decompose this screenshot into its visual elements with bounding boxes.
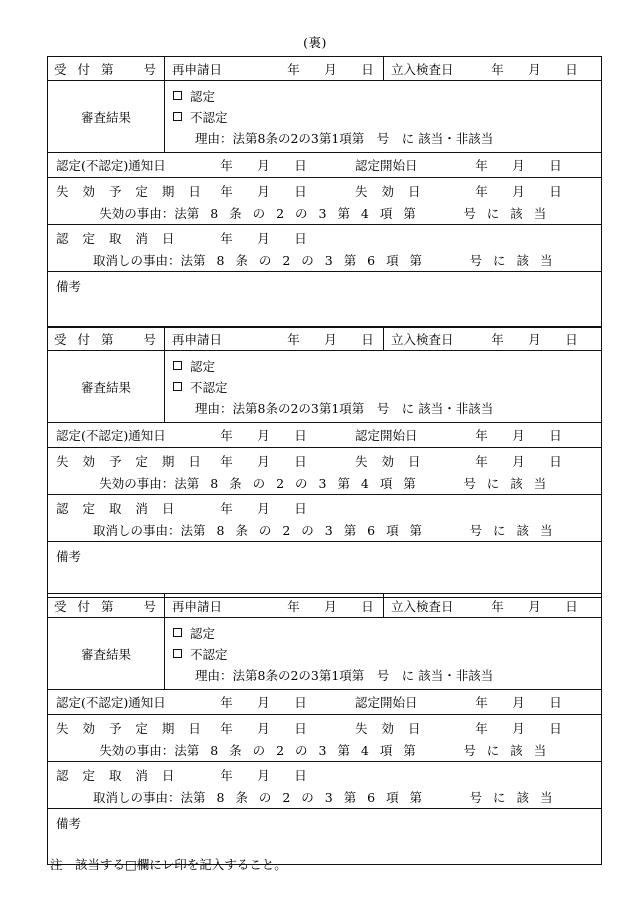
page-side-label: (裏) <box>303 35 327 50</box>
row-expiry <box>48 448 601 495</box>
row-cancellation <box>48 762 601 809</box>
expiry-date-label: 失 効 日 <box>355 721 426 736</box>
checkbox-row-rejected[interactable] <box>173 643 601 664</box>
checkbox-row-rejected[interactable] <box>173 376 601 397</box>
row-expiry <box>48 178 601 225</box>
checkbox-rejected-label: 不認定 <box>190 109 228 125</box>
date-marker-day: 日 <box>294 695 307 710</box>
row-cancellation <box>48 495 601 542</box>
checkbox-rejected-icon[interactable] <box>173 112 182 121</box>
date-marker-year: 年 <box>220 428 233 443</box>
examination-result-label: 審査結果 <box>48 351 165 422</box>
expiry-scheduled-ymd <box>208 452 319 470</box>
expiry-scheduled-ymd <box>208 182 319 200</box>
receipt-suffix-label: 号 <box>143 331 156 347</box>
cancellation-reason-body: 第 8 条 の 2 の 3 第 6 項 第 <box>193 523 426 538</box>
expiry-reason-line <box>48 474 601 492</box>
date-marker-day: 日 <box>361 61 374 77</box>
inspection-date-label: 立入検査日 <box>391 61 454 77</box>
receipt-prefix-label: 受 付 第 <box>54 61 117 77</box>
start-date-label: 認定開始日 <box>355 158 418 173</box>
remarks-label: 備考 <box>56 549 82 564</box>
row-notification-date <box>48 153 601 178</box>
expiry-reason-head: 失効の事由：法 <box>99 743 187 758</box>
start-date-ymd <box>463 426 574 444</box>
expiry-scheduled-label: 失 効 予 定 期 日 <box>56 454 206 469</box>
start-date-label: 認定開始日 <box>355 695 418 710</box>
date-marker-day: 日 <box>549 695 562 710</box>
checkbox-rejected-label: 不認定 <box>190 646 228 662</box>
checkbox-approved-label: 認定 <box>190 625 216 641</box>
expiry-date-ymd <box>463 182 574 200</box>
cancellation-date-ymd <box>208 229 319 247</box>
receipt-prefix-label: 受 付 第 <box>54 331 117 347</box>
cancellation-reason-head: 取消しの事由：法 <box>93 253 194 268</box>
date-marker-month: 月 <box>512 158 525 173</box>
row-cancellation <box>48 225 601 272</box>
date-marker-year: 年 <box>220 695 233 710</box>
date-marker-year: 年 <box>220 158 233 173</box>
date-marker-month: 月 <box>257 158 270 173</box>
checkbox-row-approved[interactable] <box>173 85 601 106</box>
rejection-reason-line: 理由：法第8条の2の3第1項第 号 に 該当・非該当 <box>195 401 494 416</box>
row-receipt <box>48 57 601 81</box>
cancellation-date-label: 認 定 取 消 日 <box>56 231 180 246</box>
row-examination-result <box>48 81 601 153</box>
date-marker-year: 年 <box>220 768 233 783</box>
notification-date-label: 認定(不認定)通知日 <box>56 428 166 443</box>
form-block <box>47 326 602 598</box>
reapply-date-ymd <box>275 597 386 615</box>
remarks-label: 備考 <box>56 279 82 294</box>
date-marker-year: 年 <box>475 454 488 469</box>
date-marker-year: 年 <box>220 184 233 199</box>
row-remarks <box>48 272 601 327</box>
date-marker-day: 日 <box>361 331 374 347</box>
examination-result-body <box>165 81 601 152</box>
date-marker-day: 日 <box>294 768 307 783</box>
expiry-reason-body: 第 8 条 の 2 の 3 第 4 項 第 <box>186 206 420 221</box>
date-marker-year: 年 <box>287 61 300 77</box>
checkbox-rejected-icon[interactable] <box>173 649 182 658</box>
cancellation-reason-body: 第 8 条 の 2 の 3 第 6 項 第 <box>193 253 426 268</box>
checkbox-row-rejected[interactable] <box>173 106 601 127</box>
checkbox-rejected-icon[interactable] <box>173 382 182 391</box>
inspection-date-ymd <box>479 60 590 78</box>
date-marker-month: 月 <box>257 231 270 246</box>
date-marker-year: 年 <box>220 231 233 246</box>
date-marker-year: 年 <box>491 331 504 347</box>
date-marker-day: 日 <box>565 598 578 614</box>
date-marker-year: 年 <box>475 184 488 199</box>
row-receipt <box>48 594 601 618</box>
cell-inspection-date <box>384 57 601 80</box>
date-marker-year: 年 <box>287 331 300 347</box>
notification-date-ymd <box>208 426 319 444</box>
date-marker-year: 年 <box>220 454 233 469</box>
start-date-ymd <box>463 156 574 174</box>
expiry-reason-line <box>48 741 601 759</box>
cancellation-reason-body: 第 8 条 の 2 の 3 第 6 項 第 <box>193 790 426 805</box>
expiry-date-ymd <box>463 452 574 470</box>
rejection-reason-line: 理由：法第8条の2の3第1項第 号 に 該当・非該当 <box>195 668 494 683</box>
inspection-date-label: 立入検査日 <box>391 331 454 347</box>
reapply-date-ymd <box>275 60 386 78</box>
inspection-date-ymd <box>479 597 590 615</box>
cancellation-reason-tail: 号 に 該 当 <box>469 523 556 538</box>
row-examination-result <box>48 618 601 690</box>
date-marker-month: 月 <box>324 331 337 347</box>
cell-receipt-number <box>48 594 165 617</box>
date-marker-day: 日 <box>361 598 374 614</box>
expiry-scheduled-label: 失 効 予 定 期 日 <box>56 721 206 736</box>
date-marker-year: 年 <box>475 695 488 710</box>
start-date-ymd <box>463 693 574 711</box>
date-marker-month: 月 <box>512 428 525 443</box>
checkbox-row-approved[interactable] <box>173 622 601 643</box>
checkbox-approved-icon[interactable] <box>173 628 182 637</box>
cell-receipt-number <box>48 327 165 350</box>
examination-result-label: 審査結果 <box>48 618 165 689</box>
cancellation-reason-line <box>48 788 601 806</box>
date-marker-year: 年 <box>475 721 488 736</box>
notification-date-ymd <box>208 156 319 174</box>
notification-date-label: 認定(不認定)通知日 <box>56 695 166 710</box>
date-marker-month: 月 <box>257 454 270 469</box>
inspection-date-ymd <box>479 330 590 348</box>
date-marker-month: 月 <box>512 454 525 469</box>
expiry-date-ymd <box>463 719 574 737</box>
date-marker-month: 月 <box>257 695 270 710</box>
form-block <box>47 56 602 328</box>
date-marker-year: 年 <box>475 158 488 173</box>
expiry-date-label: 失 効 日 <box>355 454 426 469</box>
date-marker-day: 日 <box>294 231 307 246</box>
date-marker-year: 年 <box>220 501 233 516</box>
inspection-date-label: 立入検査日 <box>391 598 454 614</box>
date-marker-year: 年 <box>220 721 233 736</box>
start-date-label: 認定開始日 <box>355 428 418 443</box>
checkbox-approved-icon[interactable] <box>173 361 182 370</box>
date-marker-day: 日 <box>294 501 307 516</box>
date-marker-year: 年 <box>491 61 504 77</box>
receipt-suffix-label: 号 <box>143 61 156 77</box>
cancellation-date-ymd <box>208 766 319 784</box>
expiry-reason-tail: 号 に 該 当 <box>463 206 550 221</box>
date-marker-day: 日 <box>549 721 562 736</box>
date-marker-day: 日 <box>294 721 307 736</box>
examination-result-body <box>165 351 601 422</box>
date-marker-month: 月 <box>257 428 270 443</box>
expiry-reason-body: 第 8 条 の 2 の 3 第 4 項 第 <box>186 743 420 758</box>
cell-inspection-date <box>384 594 601 617</box>
cell-reapply-date <box>165 57 384 80</box>
expiry-reason-head: 失効の事由：法 <box>99 476 187 491</box>
checkbox-approved-label: 認定 <box>190 358 216 374</box>
checkbox-approved-icon[interactable] <box>173 91 182 100</box>
date-marker-month: 月 <box>512 184 525 199</box>
cancellation-date-label: 認 定 取 消 日 <box>56 501 180 516</box>
row-notification-date <box>48 423 601 448</box>
notification-date-label: 認定(不認定)通知日 <box>56 158 166 173</box>
date-marker-day: 日 <box>549 184 562 199</box>
row-expiry <box>48 715 601 762</box>
examination-result-label: 審査結果 <box>48 81 165 152</box>
date-marker-month: 月 <box>257 768 270 783</box>
expiry-reason-tail: 号 に 該 当 <box>463 476 550 491</box>
cell-inspection-date <box>384 327 601 350</box>
cancellation-reason-head: 取消しの事由：法 <box>93 790 194 805</box>
cancellation-reason-tail: 号 に 該 当 <box>469 253 556 268</box>
receipt-prefix-label: 受 付 第 <box>54 598 117 614</box>
form-note: 注 該当する□欄にレ印を記入すること。 <box>50 857 287 872</box>
date-marker-day: 日 <box>549 428 562 443</box>
date-marker-day: 日 <box>294 454 307 469</box>
reapply-date-label: 再申請日 <box>172 598 223 614</box>
date-marker-day: 日 <box>294 184 307 199</box>
checkbox-rejected-label: 不認定 <box>190 379 228 395</box>
cell-reapply-date <box>165 327 384 350</box>
date-marker-day: 日 <box>549 454 562 469</box>
date-marker-year: 年 <box>491 598 504 614</box>
reapply-date-label: 再申請日 <box>172 61 223 77</box>
date-marker-month: 月 <box>257 184 270 199</box>
date-marker-month: 月 <box>512 695 525 710</box>
expiry-reason-head: 失効の事由：法 <box>99 206 187 221</box>
date-marker-day: 日 <box>294 158 307 173</box>
checkbox-approved-label: 認定 <box>190 88 216 104</box>
expiry-reason-tail: 号 に 該 当 <box>463 743 550 758</box>
cancellation-date-ymd <box>208 499 319 517</box>
date-marker-day: 日 <box>294 428 307 443</box>
expiry-scheduled-label: 失 効 予 定 期 日 <box>56 184 206 199</box>
date-marker-year: 年 <box>287 598 300 614</box>
date-marker-month: 月 <box>257 721 270 736</box>
row-examination-result <box>48 351 601 423</box>
date-marker-month: 月 <box>528 331 541 347</box>
cell-reapply-date <box>165 594 384 617</box>
date-marker-day: 日 <box>565 331 578 347</box>
reapply-date-ymd <box>275 330 386 348</box>
expiry-scheduled-ymd <box>208 719 319 737</box>
cell-receipt-number <box>48 57 165 80</box>
reapply-date-label: 再申請日 <box>172 331 223 347</box>
date-marker-year: 年 <box>475 428 488 443</box>
cancellation-reason-tail: 号 に 該 当 <box>469 790 556 805</box>
cancellation-reason-head: 取消しの事由：法 <box>93 523 194 538</box>
expiry-date-label: 失 効 日 <box>355 184 426 199</box>
remarks-label: 備考 <box>56 816 82 831</box>
expiry-reason-body: 第 8 条 の 2 の 3 第 4 項 第 <box>186 476 420 491</box>
date-marker-month: 月 <box>512 721 525 736</box>
row-receipt <box>48 327 601 351</box>
checkbox-row-approved[interactable] <box>173 355 601 376</box>
row-notification-date <box>48 690 601 715</box>
cancellation-reason-line <box>48 521 601 539</box>
date-marker-day: 日 <box>565 61 578 77</box>
cancellation-date-label: 認 定 取 消 日 <box>56 768 180 783</box>
date-marker-month: 月 <box>257 501 270 516</box>
cancellation-reason-line <box>48 251 601 269</box>
form-block <box>47 593 602 865</box>
row-remarks <box>48 542 601 597</box>
date-marker-month: 月 <box>324 598 337 614</box>
date-marker-month: 月 <box>324 61 337 77</box>
date-marker-month: 月 <box>528 61 541 77</box>
notification-date-ymd <box>208 693 319 711</box>
rejection-reason-line: 理由：法第8条の2の3第1項第 号 に 該当・非該当 <box>195 131 494 146</box>
receipt-suffix-label: 号 <box>143 598 156 614</box>
expiry-reason-line <box>48 204 601 222</box>
examination-result-body <box>165 618 601 689</box>
date-marker-day: 日 <box>549 158 562 173</box>
date-marker-month: 月 <box>528 598 541 614</box>
